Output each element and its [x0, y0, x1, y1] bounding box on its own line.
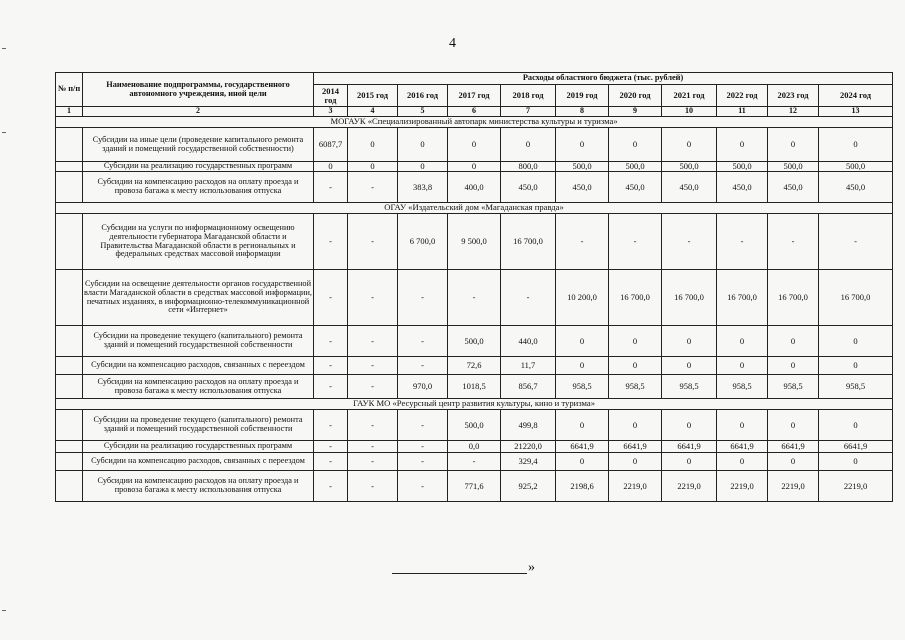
value-cell: -	[314, 326, 348, 357]
value-cell: -	[398, 471, 448, 502]
row-number-cell	[56, 162, 83, 172]
row-number-cell	[56, 441, 83, 453]
value-cell: 0	[609, 410, 662, 441]
value-cell: 2219,0	[609, 471, 662, 502]
column-index: 11	[717, 107, 768, 117]
table-row	[56, 410, 893, 441]
value-cell: 0	[662, 128, 717, 162]
value-cell: 0	[717, 453, 768, 471]
value-cell: 450,0	[768, 172, 819, 203]
value-cell: -	[348, 441, 398, 453]
value-cell: -	[662, 214, 717, 270]
value-cell: 0	[662, 410, 717, 441]
row-number-cell	[56, 214, 83, 270]
value-cell: 0	[556, 410, 609, 441]
row-name-cell: Субсидии на услуги по информационному освещению деятельности губернатора Магаданской области и Правительства Магаданской области в региональных и федеральных средствах массовой информации	[83, 214, 314, 270]
value-cell: 0	[448, 128, 501, 162]
value-cell: -	[448, 270, 501, 326]
value-cell: 16 700,0	[501, 214, 556, 270]
header-year: 2016 год	[398, 85, 448, 107]
header-col-number: № п/п	[56, 73, 83, 107]
value-cell: -	[348, 357, 398, 375]
header-year: 2019 год	[556, 85, 609, 107]
row-number-cell	[56, 375, 83, 399]
value-cell: -	[314, 270, 348, 326]
value-cell: 2219,0	[819, 471, 893, 502]
value-cell: 925,2	[501, 471, 556, 502]
value-cell: 2219,0	[717, 471, 768, 502]
margin-mark	[2, 610, 6, 611]
value-cell: -	[314, 471, 348, 502]
value-cell: 1018,5	[448, 375, 501, 399]
header-year: 2014 год	[314, 85, 348, 107]
value-cell: 16 700,0	[819, 270, 893, 326]
row-name-cell: Субсидии на компенсацию расходов, связанных с переездом	[83, 357, 314, 375]
value-cell: 2198,6	[556, 471, 609, 502]
column-index: 3	[314, 107, 348, 117]
value-cell: 856,7	[501, 375, 556, 399]
header-year: 2022 год	[717, 85, 768, 107]
value-cell: 0	[717, 410, 768, 441]
value-cell: 6641,9	[556, 441, 609, 453]
value-cell: -	[348, 375, 398, 399]
value-cell: 0	[448, 162, 501, 172]
value-cell: 450,0	[662, 172, 717, 203]
row-name-cell: Субсидии на освещение деятельности органов государственной власти Магаданской области в средствах массовой информации, печатных изданиях, в информационно-телекоммуникационной сети «Интернет»	[83, 270, 314, 326]
value-cell: 0	[768, 453, 819, 471]
row-name-cell: Субсидии на проведение текущего (капитального) ремонта зданий и помещений государственной собственности	[83, 410, 314, 441]
value-cell: 329,4	[501, 453, 556, 471]
value-cell: 11,7	[501, 357, 556, 375]
value-cell: 16 700,0	[609, 270, 662, 326]
value-cell: 6641,9	[768, 441, 819, 453]
row-name-cell: Субсидии на компенсацию расходов на оплату проезда и провоза багажа к месту использования отпуска	[83, 471, 314, 502]
value-cell: 958,5	[556, 375, 609, 399]
budget-table-container	[55, 72, 892, 502]
value-cell: 450,0	[819, 172, 893, 203]
value-cell: -	[314, 357, 348, 375]
value-cell: -	[314, 410, 348, 441]
row-number-cell	[56, 471, 83, 502]
value-cell: -	[348, 326, 398, 357]
value-cell: 16 700,0	[717, 270, 768, 326]
value-cell: 0	[556, 128, 609, 162]
value-cell: 0,0	[448, 441, 501, 453]
header-year: 2024 год	[819, 85, 893, 107]
value-cell: 0	[819, 326, 893, 357]
value-cell: 0	[819, 357, 893, 375]
value-cell: 450,0	[717, 172, 768, 203]
column-index: 12	[768, 107, 819, 117]
value-cell: 0	[609, 128, 662, 162]
value-cell: 958,5	[768, 375, 819, 399]
value-cell: 2219,0	[662, 471, 717, 502]
value-cell: 958,5	[609, 375, 662, 399]
value-cell: 499,8	[501, 410, 556, 441]
value-cell: 500,0	[448, 326, 501, 357]
column-index: 5	[398, 107, 448, 117]
value-cell: 0	[609, 453, 662, 471]
value-cell: -	[348, 453, 398, 471]
value-cell: 0	[556, 453, 609, 471]
value-cell: -	[348, 471, 398, 502]
value-cell: -	[448, 453, 501, 471]
value-cell: 0	[609, 357, 662, 375]
table-row	[56, 471, 893, 502]
value-cell: 6641,9	[717, 441, 768, 453]
value-cell: 16 700,0	[662, 270, 717, 326]
column-index: 8	[556, 107, 609, 117]
value-cell: -	[819, 214, 893, 270]
header-col-group: Расходы областного бюджета (тыс. рублей)	[314, 73, 893, 85]
value-cell: 72,6	[448, 357, 501, 375]
column-index: 10	[662, 107, 717, 117]
closing-quote: »	[528, 560, 535, 575]
value-cell: 400,0	[448, 172, 501, 203]
value-cell: -	[768, 214, 819, 270]
row-name-cell: Субсидии на реализацию государственных программ	[83, 441, 314, 453]
header-year: 2017 год	[448, 85, 501, 107]
value-cell: -	[314, 453, 348, 471]
value-cell: 450,0	[556, 172, 609, 203]
value-cell: -	[348, 214, 398, 270]
table-row	[56, 162, 893, 172]
value-cell: 771,6	[448, 471, 501, 502]
value-cell: 6087,7	[314, 128, 348, 162]
margin-mark	[2, 132, 6, 133]
value-cell: 500,0	[662, 162, 717, 172]
value-cell: 0	[768, 357, 819, 375]
section-title: МОГАУК «Специализированный автопарк министерства культуры и туризма»	[56, 117, 893, 128]
value-cell: 0	[556, 326, 609, 357]
value-cell: -	[314, 375, 348, 399]
value-cell: 0	[819, 410, 893, 441]
column-index: 4	[348, 107, 398, 117]
section-title: ОГАУ «Издательский дом «Магаданская правда»	[56, 203, 893, 214]
value-cell: 500,0	[556, 162, 609, 172]
value-cell: 0	[768, 326, 819, 357]
value-cell: 0	[609, 326, 662, 357]
header-year: 2015 год	[348, 85, 398, 107]
value-cell: 0	[662, 357, 717, 375]
value-cell: 0	[768, 128, 819, 162]
margin-mark	[2, 48, 6, 49]
value-cell: 0	[662, 453, 717, 471]
row-name-cell: Субсидии на проведение текущего (капитального) ремонта зданий и помещений государственной собственности	[83, 326, 314, 357]
value-cell: 958,5	[717, 375, 768, 399]
table-row	[56, 270, 893, 326]
table-row	[56, 441, 893, 453]
value-cell: 0	[348, 128, 398, 162]
value-cell: 970,0	[398, 375, 448, 399]
value-cell: 0	[501, 128, 556, 162]
value-cell: -	[609, 214, 662, 270]
value-cell: -	[556, 214, 609, 270]
row-name-cell: Субсидии на компенсацию расходов, связанных с переездом	[83, 453, 314, 471]
value-cell: 500,0	[768, 162, 819, 172]
value-cell: 450,0	[609, 172, 662, 203]
header-year: 2021 год	[662, 85, 717, 107]
value-cell: 0	[662, 326, 717, 357]
value-cell: -	[348, 172, 398, 203]
header-year: 2023 год	[768, 85, 819, 107]
value-cell: 2219,0	[768, 471, 819, 502]
row-number-cell	[56, 172, 83, 203]
value-cell: 383,8	[398, 172, 448, 203]
value-cell: 500,0	[717, 162, 768, 172]
value-cell: 0	[556, 357, 609, 375]
value-cell: 0	[398, 128, 448, 162]
value-cell: 0	[398, 162, 448, 172]
value-cell: 800,0	[501, 162, 556, 172]
row-name-cell: Субсидии на реализацию государственных программ	[83, 162, 314, 172]
column-index: 6	[448, 107, 501, 117]
column-index: 1	[56, 107, 83, 117]
value-cell: 6641,9	[662, 441, 717, 453]
table-row	[56, 375, 893, 399]
value-cell: -	[717, 214, 768, 270]
value-cell: 0	[717, 326, 768, 357]
value-cell: 0	[819, 128, 893, 162]
value-cell: 0	[819, 453, 893, 471]
value-cell: 0	[768, 410, 819, 441]
value-cell: 6 700,0	[398, 214, 448, 270]
value-cell: 9 500,0	[448, 214, 501, 270]
value-cell: 500,0	[448, 410, 501, 441]
value-cell: 958,5	[662, 375, 717, 399]
value-cell: 0	[717, 128, 768, 162]
value-cell: -	[314, 172, 348, 203]
value-cell: 0	[717, 357, 768, 375]
table-row	[56, 357, 893, 375]
value-cell: 6641,9	[609, 441, 662, 453]
value-cell: -	[398, 410, 448, 441]
value-cell: 500,0	[819, 162, 893, 172]
table-row	[56, 453, 893, 471]
value-cell: -	[398, 441, 448, 453]
row-number-cell	[56, 326, 83, 357]
value-cell: 958,5	[819, 375, 893, 399]
value-cell: 0	[348, 162, 398, 172]
value-cell: 500,0	[609, 162, 662, 172]
row-number-cell	[56, 128, 83, 162]
row-name-cell: Субсидии на компенсацию расходов на оплату проезда и провоза багажа к месту использования отпуска	[83, 172, 314, 203]
column-index: 7	[501, 107, 556, 117]
value-cell: 0	[314, 162, 348, 172]
value-cell: 6641,9	[819, 441, 893, 453]
page-number: 4	[449, 36, 456, 51]
budget-table	[55, 72, 893, 502]
column-index: 13	[819, 107, 893, 117]
value-cell: -	[314, 441, 348, 453]
value-cell: -	[398, 453, 448, 471]
value-cell: -	[348, 410, 398, 441]
row-number-cell	[56, 270, 83, 326]
value-cell: -	[398, 270, 448, 326]
header-year: 2018 год	[501, 85, 556, 107]
table-row	[56, 326, 893, 357]
footer-line	[392, 573, 527, 574]
value-cell: -	[398, 326, 448, 357]
table-row	[56, 172, 893, 203]
value-cell: -	[314, 214, 348, 270]
row-number-cell	[56, 357, 83, 375]
row-number-cell	[56, 410, 83, 441]
value-cell: -	[398, 357, 448, 375]
value-cell: -	[348, 270, 398, 326]
value-cell: 21220,0	[501, 441, 556, 453]
header-col-name: Наименование подпрограммы, государственного автономного учреждения, иной цели	[83, 73, 314, 107]
value-cell: 450,0	[501, 172, 556, 203]
section-title: ГАУК МО «Ресурсный центр развития культуры, кино и туризма»	[56, 399, 893, 410]
column-index: 2	[83, 107, 314, 117]
row-number-cell	[56, 453, 83, 471]
value-cell: 10 200,0	[556, 270, 609, 326]
row-name-cell: Субсидии на компенсацию расходов на оплату проезда и провоза багажа к месту использования отпуска	[83, 375, 314, 399]
table-row	[56, 128, 893, 162]
table-row	[56, 214, 893, 270]
row-name-cell: Субсидии на иные цели (проведение капитального ремонта зданий и помещений государственной собственности)	[83, 128, 314, 162]
value-cell: 16 700,0	[768, 270, 819, 326]
value-cell: -	[501, 270, 556, 326]
value-cell: 440,0	[501, 326, 556, 357]
header-year: 2020 год	[609, 85, 662, 107]
column-index: 9	[609, 107, 662, 117]
